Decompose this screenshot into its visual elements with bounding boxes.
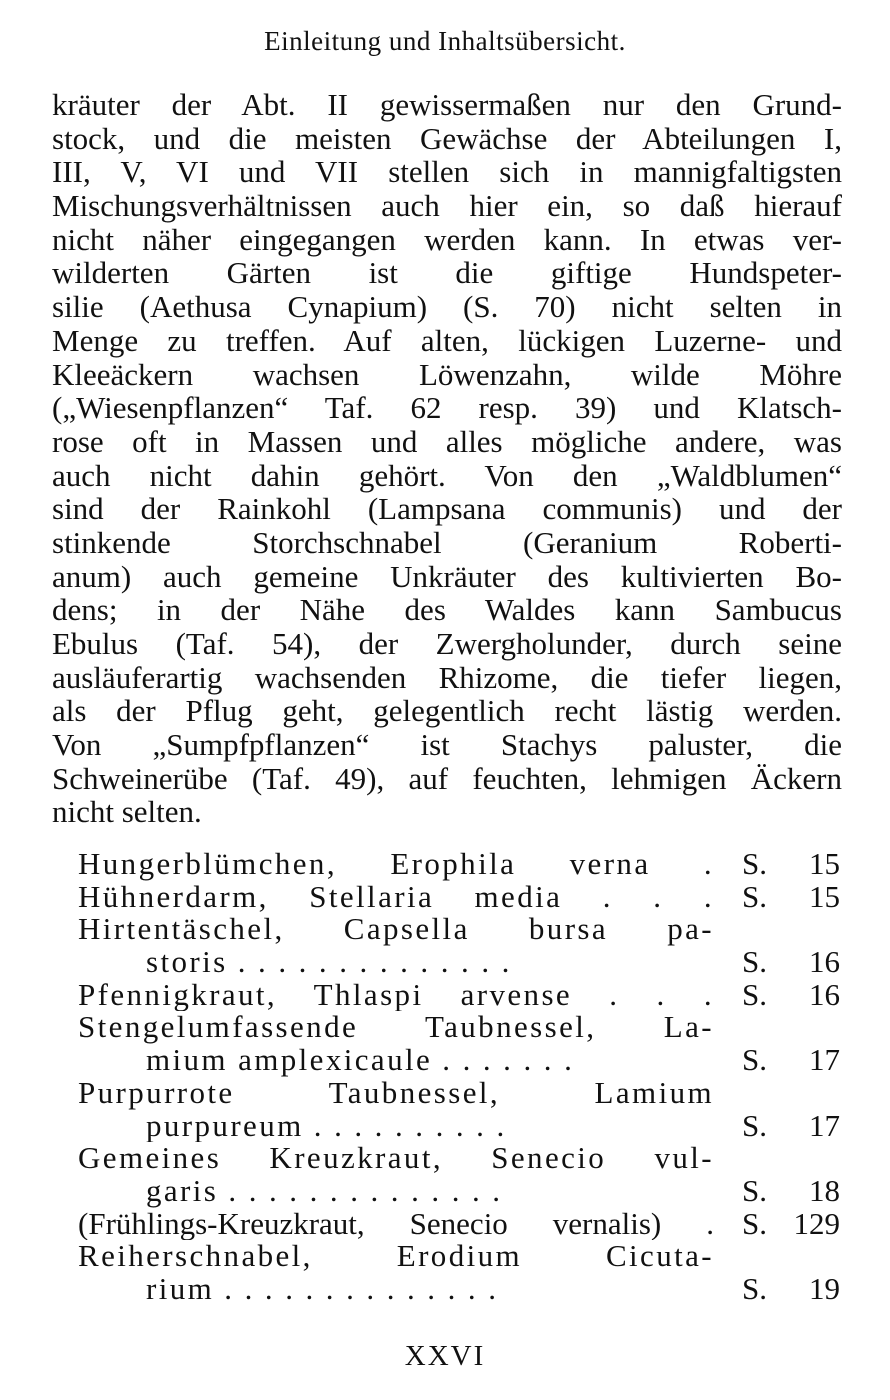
- page-reference: [714, 848, 840, 881]
- page-prefix: S.: [742, 976, 767, 1012]
- page-prefix: S.: [742, 1172, 767, 1208]
- page-prefix: S.: [742, 1107, 767, 1143]
- page-number: 129: [793, 1205, 840, 1241]
- index-entry-text: purpureum . . . . . . . . . .: [146, 1109, 507, 1143]
- index-entry-text: (Frühlings-Kreuzkraut, Senecio vernalis) .: [78, 1207, 714, 1241]
- paragraph-line: anum) auch gemeine Unkräuter des kultivierten Bo-: [52, 558, 842, 594]
- page-number: 19: [809, 1270, 840, 1306]
- index-entry-text: Gemeines Kreuzkraut, Senecio vul-: [78, 1142, 714, 1175]
- page-prefix: S.: [742, 846, 767, 881]
- page-number: 15: [809, 878, 840, 914]
- paragraph-line: stinkende Storchschnabel (Geranium Roberti-: [52, 524, 842, 560]
- paragraph-line: wilderten Gärten ist die giftige Hundspeter-: [52, 255, 842, 291]
- paragraph-line: („Wiesenpflanzen“ Taf. 62 resp. 39) und Klatsch-: [52, 390, 842, 426]
- index-entry-text: Pfennigkraut, Thlaspi arvense . . .: [78, 978, 714, 1012]
- index-entry-text: Stengelumfassende Taubnessel, La-: [78, 1011, 714, 1045]
- page-reference: [714, 1205, 840, 1241]
- index-entry-text: garis . . . . . . . . . . . . . .: [146, 1174, 503, 1208]
- index-entry-continuation: [78, 1172, 840, 1208]
- paragraph-line: III, V, VI und VII stellen sich in mannigfaltigsten: [52, 154, 842, 190]
- page-reference: [714, 946, 840, 979]
- index-entry: [78, 1205, 840, 1241]
- paragraph-line: rose oft in Massen und alles mögliche andere, was: [52, 423, 842, 459]
- index-entry: [78, 1011, 840, 1044]
- paragraph-line: stock, und die meisten Gewächse der Abteilungen I,: [52, 120, 842, 156]
- index-entry-text: Reiherschnabel, Erodium Cicuta-: [78, 1240, 714, 1273]
- index-entry-text: rium . . . . . . . . . . . . . .: [146, 1272, 499, 1306]
- page-reference: [714, 976, 840, 1012]
- index-entry-continuation: [78, 1107, 840, 1143]
- paragraph-line: sind der Rainkohl (Lampsana communis) und der: [52, 491, 842, 527]
- index-entry: [78, 913, 840, 946]
- paragraph-line: Mischungsverhältnissen auch hier ein, so daß hierauf: [52, 188, 842, 224]
- paragraph-line: Menge zu treffen. Auf alten, lückigen Luzerne- und: [52, 322, 842, 358]
- index-entry: [78, 878, 840, 914]
- page-reference: [714, 1107, 840, 1143]
- index-entry-continuation: [78, 946, 840, 979]
- page-reference: [714, 878, 840, 914]
- page-prefix: S.: [742, 878, 767, 914]
- page-number: 18: [809, 1172, 840, 1208]
- index-entry-text: storis . . . . . . . . . . . . . .: [146, 946, 512, 979]
- index-entry: [78, 976, 840, 1012]
- page-number: 17: [809, 1042, 840, 1078]
- page-number: 15: [809, 846, 840, 881]
- index-entry-continuation: [78, 1270, 840, 1306]
- page-prefix: S.: [742, 944, 767, 980]
- paragraph-line: nicht näher eingegangen werden kann. In etwas ver-: [52, 221, 842, 257]
- paragraph-line: Kleeäckern wachsen Löwenzahn, wilde Möhre: [52, 356, 842, 392]
- paragraph-line: auch nicht dahin gehört. Von den „Waldblumen“: [52, 457, 842, 493]
- index-entry: [78, 848, 840, 881]
- paragraph-line: als der Pflug geht, gelegentlich recht lästig werden.: [52, 693, 842, 729]
- paragraph-line: Schweinerübe (Taf. 49), auf feuchten, lehmigen Äckern: [52, 760, 842, 796]
- page-number: 16: [809, 944, 840, 980]
- page-reference: [714, 1044, 840, 1077]
- paragraph-line: dens; in der Nähe des Waldes kann Sambucus: [52, 592, 842, 628]
- index-entry-text: mium amplexicaule . . . . . . .: [146, 1044, 575, 1077]
- running-head: Einleitung und Inhaltsübersicht.: [264, 26, 626, 56]
- page-reference: [714, 1270, 840, 1306]
- index-entry-text: Hirtentäschel, Capsella bursa pa-: [78, 913, 714, 947]
- index-entry-text: Hühnerdarm, Stellaria media . . .: [78, 880, 714, 914]
- page-number-folio: XXVI: [404, 1340, 486, 1372]
- page-number: 16: [809, 976, 840, 1012]
- index-entry: [78, 1142, 840, 1175]
- paragraph-line: kräuter der Abt. II gewissermaßen nur den Grund-: [52, 87, 842, 122]
- paragraph-line: Von „Sumpfpflanzen“ ist Stachys paluster, die: [52, 727, 842, 763]
- page-prefix: S.: [742, 1205, 767, 1241]
- page-prefix: S.: [742, 1270, 767, 1306]
- page-number: 17: [809, 1107, 840, 1143]
- plant-index-list: [78, 848, 840, 1306]
- paragraph-line: nicht selten.: [52, 794, 202, 830]
- index-entry: [78, 1240, 840, 1273]
- body-paragraph: [52, 88, 842, 829]
- paragraph-line: ausläuferartig wachsenden Rhizome, die tiefer liegen,: [52, 659, 842, 695]
- index-entry: [78, 1077, 840, 1110]
- paragraph-line: Ebulus (Taf. 54), der Zwergholunder, durch seine: [52, 626, 842, 661]
- page-reference: [714, 1172, 840, 1208]
- index-entry-text: Hungerblümchen, Erophila verna .: [78, 848, 714, 881]
- index-entry-continuation: [78, 1044, 840, 1077]
- index-entry-text: Purpurrote Taubnessel, Lamium: [78, 1076, 714, 1110]
- page-prefix: S.: [742, 1042, 767, 1078]
- paragraph-line: silie (Aethusa Cynapium) (S. 70) nicht selten in: [52, 289, 842, 325]
